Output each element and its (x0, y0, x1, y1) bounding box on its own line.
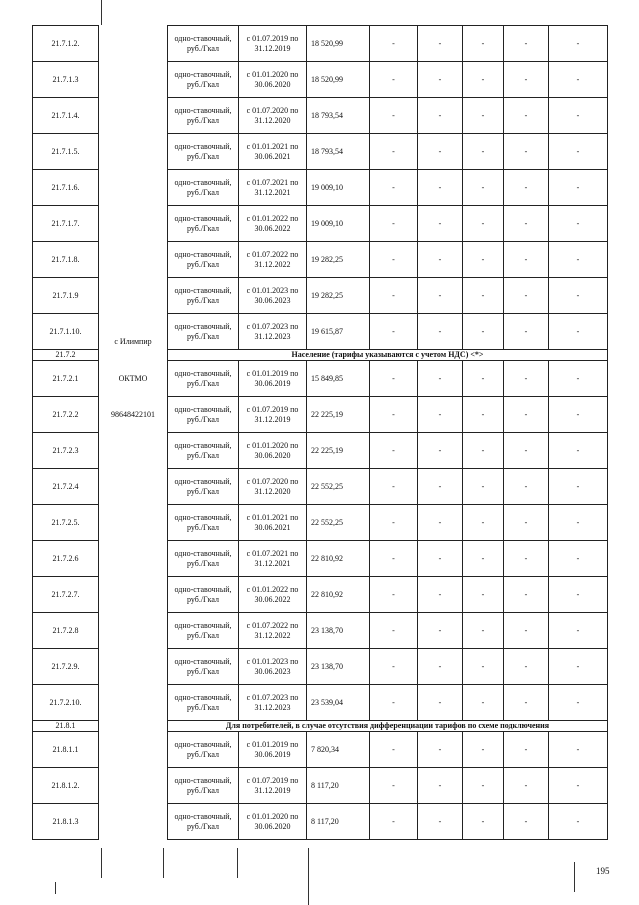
table-row (33, 685, 608, 721)
empty-value-cell: - (549, 242, 608, 278)
period-cell: с 01.07.2020 по 31.12.2020 (239, 469, 307, 505)
object-cell (99, 469, 168, 505)
table-row (33, 768, 608, 804)
empty-value-cell: - (463, 361, 504, 397)
empty-value-cell: - (504, 206, 549, 242)
period-cell: с 01.07.2022 по 31.12.2022 (239, 613, 307, 649)
row-number: 21.7.1.10. (33, 314, 99, 350)
empty-value-cell: - (463, 685, 504, 721)
table-row (33, 62, 608, 98)
tariff-value-cell: 18 520,99 (307, 26, 370, 62)
empty-value-cell: - (370, 170, 418, 206)
empty-value-cell: - (549, 206, 608, 242)
row-number: 21.8.1.3 (33, 804, 99, 840)
empty-value-cell: - (504, 732, 549, 768)
empty-value-cell: - (549, 804, 608, 840)
row-number: 21.7.2.7. (33, 577, 99, 613)
scan-mark (237, 848, 238, 878)
empty-value-cell: - (549, 397, 608, 433)
empty-value-cell: - (418, 433, 463, 469)
table-row (33, 206, 608, 242)
empty-value-cell: - (504, 577, 549, 613)
empty-value-cell: - (504, 804, 549, 840)
scan-mark (101, 848, 102, 878)
empty-value-cell: - (370, 577, 418, 613)
section-row (33, 721, 608, 732)
period-cell: с 01.01.2021 по 30.06.2021 (239, 505, 307, 541)
period-cell: с 01.07.2019 по 31.12.2019 (239, 26, 307, 62)
object-cell (99, 541, 168, 577)
empty-value-cell: - (418, 278, 463, 314)
rate-type-cell: одно-ставочный, руб./Гкал (168, 685, 239, 721)
rate-type-cell: одно-ставочный, руб./Гкал (168, 361, 239, 397)
empty-value-cell: - (418, 98, 463, 134)
empty-value-cell: - (549, 732, 608, 768)
table-row (33, 361, 608, 397)
table-row (33, 433, 608, 469)
rate-type-cell: одно-ставочный, руб./Гкал (168, 278, 239, 314)
scan-mark (308, 848, 309, 905)
empty-value-cell: - (504, 505, 549, 541)
empty-value-cell: - (370, 26, 418, 62)
scan-mark (55, 882, 56, 894)
table-row (33, 577, 608, 613)
empty-value-cell: - (549, 613, 608, 649)
empty-value-cell: - (370, 541, 418, 577)
row-number: 21.7.1.2. (33, 26, 99, 62)
empty-value-cell: - (370, 397, 418, 433)
empty-value-cell: - (504, 361, 549, 397)
empty-value-cell: - (463, 134, 504, 170)
empty-value-cell: - (504, 62, 549, 98)
empty-value-cell: - (504, 649, 549, 685)
empty-value-cell: - (418, 134, 463, 170)
section-number: 21.7.2 (33, 350, 99, 361)
empty-value-cell: - (370, 62, 418, 98)
empty-value-cell: - (370, 242, 418, 278)
object-cell (99, 505, 168, 541)
tariff-value-cell: 22 810,92 (307, 577, 370, 613)
object-cell (99, 721, 168, 732)
rate-type-cell: одно-ставочный, руб./Гкал (168, 804, 239, 840)
empty-value-cell: - (370, 768, 418, 804)
tariff-value-cell: 18 793,54 (307, 98, 370, 134)
period-cell: с 01.07.2023 по 31.12.2023 (239, 314, 307, 350)
empty-value-cell: - (370, 804, 418, 840)
empty-value-cell: - (418, 505, 463, 541)
empty-value-cell: - (549, 685, 608, 721)
section-title: Для потребителей, в случае отсутствия дифференциации тарифов по схеме подключения (168, 721, 608, 732)
row-number: 21.7.2.10. (33, 685, 99, 721)
object-cell (99, 170, 168, 206)
empty-value-cell: - (504, 397, 549, 433)
empty-value-cell: - (463, 314, 504, 350)
page-number: 195 (596, 866, 610, 876)
period-cell: с 01.07.2019 по 31.12.2019 (239, 397, 307, 433)
empty-value-cell: - (504, 314, 549, 350)
period-cell: с 01.01.2022 по 30.06.2022 (239, 206, 307, 242)
scan-mark (101, 0, 102, 25)
rate-type-cell: одно-ставочный, руб./Гкал (168, 98, 239, 134)
table-row (33, 469, 608, 505)
empty-value-cell: - (504, 26, 549, 62)
rate-type-cell: одно-ставочный, руб./Гкал (168, 26, 239, 62)
period-cell: с 01.01.2023 по 30.06.2023 (239, 649, 307, 685)
empty-value-cell: - (370, 278, 418, 314)
oktmo-code: 98648422101 (111, 409, 155, 419)
empty-value-cell: - (370, 206, 418, 242)
empty-value-cell: - (418, 397, 463, 433)
empty-value-cell: - (370, 134, 418, 170)
rate-type-cell: одно-ставочный, руб./Гкал (168, 62, 239, 98)
empty-value-cell: - (504, 433, 549, 469)
empty-value-cell: - (370, 649, 418, 685)
empty-value-cell: - (418, 804, 463, 840)
rate-type-cell: одно-ставочный, руб./Гкал (168, 732, 239, 768)
oktmo-label: ОКТМО (118, 373, 148, 383)
empty-value-cell: - (370, 732, 418, 768)
object-cell (99, 98, 168, 134)
row-number: 21.7.2.1 (33, 361, 99, 397)
tariff-value-cell: 19 009,10 (307, 206, 370, 242)
empty-value-cell: - (418, 314, 463, 350)
tariff-value-cell: 8 117,20 (307, 768, 370, 804)
empty-value-cell: - (504, 278, 549, 314)
tariff-value-cell: 22 225,19 (307, 397, 370, 433)
tariff-value-cell: 19 615,87 (307, 314, 370, 350)
tariff-value-cell: 7 820,34 (307, 732, 370, 768)
row-number: 21.7.1.8. (33, 242, 99, 278)
object-cell (99, 62, 168, 98)
tariff-value-cell: 22 810,92 (307, 541, 370, 577)
empty-value-cell: - (418, 469, 463, 505)
object-cell (99, 26, 168, 62)
empty-value-cell: - (549, 314, 608, 350)
period-cell: с 01.07.2019 по 31.12.2019 (239, 768, 307, 804)
rate-type-cell: одно-ставочный, руб./Гкал (168, 505, 239, 541)
empty-value-cell: - (463, 62, 504, 98)
empty-value-cell: - (463, 469, 504, 505)
row-number: 21.7.1.7. (33, 206, 99, 242)
table-row (33, 804, 608, 840)
scan-mark (574, 862, 575, 892)
empty-value-cell: - (370, 98, 418, 134)
tariff-value-cell: 22 552,25 (307, 469, 370, 505)
table-row (33, 134, 608, 170)
table-row (33, 26, 608, 62)
object-cell (99, 804, 168, 840)
period-cell: с 01.01.2020 по 30.06.2020 (239, 804, 307, 840)
empty-value-cell: - (504, 98, 549, 134)
empty-value-cell: - (549, 26, 608, 62)
empty-value-cell: - (463, 98, 504, 134)
object-cell (99, 337, 168, 361)
empty-value-cell: - (370, 361, 418, 397)
object-cell (99, 613, 168, 649)
table-row (33, 505, 608, 541)
empty-value-cell: - (549, 98, 608, 134)
object-cell (99, 685, 168, 721)
period-cell: с 01.01.2019 по 30.06.2019 (239, 361, 307, 397)
empty-value-cell: - (370, 433, 418, 469)
rate-type-cell: одно-ставочный, руб./Гкал (168, 649, 239, 685)
tariff-value-cell: 23 138,70 (307, 649, 370, 685)
empty-value-cell: - (504, 613, 549, 649)
object-cell (99, 361, 168, 397)
empty-value-cell: - (463, 26, 504, 62)
row-number: 21.7.1.4. (33, 98, 99, 134)
table-row (33, 98, 608, 134)
table-row (33, 732, 608, 768)
tariff-value-cell: 23 539,04 (307, 685, 370, 721)
row-number: 21.8.1.1 (33, 732, 99, 768)
row-number: 21.7.1.3 (33, 62, 99, 98)
row-number: 21.7.1.9 (33, 278, 99, 314)
table-row (33, 170, 608, 206)
empty-value-cell: - (549, 541, 608, 577)
empty-value-cell: - (549, 62, 608, 98)
empty-value-cell: - (418, 577, 463, 613)
row-number: 21.7.1.5. (33, 134, 99, 170)
object-cell (99, 242, 168, 278)
rate-type-cell: одно-ставочный, руб./Гкал (168, 242, 239, 278)
empty-value-cell: - (370, 469, 418, 505)
row-number: 21.7.2.4 (33, 469, 99, 505)
rate-type-cell: одно-ставочный, руб./Гкал (168, 170, 239, 206)
rate-type-cell: одно-ставочный, руб./Гкал (168, 397, 239, 433)
empty-value-cell: - (418, 26, 463, 62)
empty-value-cell: - (370, 505, 418, 541)
row-number: 21.7.2.8 (33, 613, 99, 649)
empty-value-cell: - (418, 649, 463, 685)
tariff-value-cell: 18 793,54 (307, 134, 370, 170)
row-number: 21.7.2.9. (33, 649, 99, 685)
empty-value-cell: - (463, 433, 504, 469)
tariff-value-cell: 22 225,19 (307, 433, 370, 469)
object-cell (99, 206, 168, 242)
empty-value-cell: - (504, 685, 549, 721)
row-number: 21.7.2.3 (33, 433, 99, 469)
rate-type-cell: одно-ставочный, руб./Гкал (168, 433, 239, 469)
object-cell (99, 278, 168, 314)
section-row (33, 350, 608, 361)
row-number: 21.7.2.5. (33, 505, 99, 541)
empty-value-cell: - (418, 685, 463, 721)
tariff-value-cell: 22 552,25 (307, 505, 370, 541)
empty-value-cell: - (504, 768, 549, 804)
rate-type-cell: одно-ставочный, руб./Гкал (168, 541, 239, 577)
empty-value-cell: - (418, 242, 463, 278)
empty-value-cell: - (504, 242, 549, 278)
empty-value-cell: - (463, 613, 504, 649)
tariff-value-cell: 23 138,70 (307, 613, 370, 649)
empty-value-cell: - (463, 170, 504, 206)
period-cell: с 01.07.2021 по 31.12.2021 (239, 170, 307, 206)
empty-value-cell: - (418, 62, 463, 98)
period-cell: с 01.01.2020 по 30.06.2020 (239, 433, 307, 469)
section-number: 21.8.1 (33, 721, 99, 732)
tariff-value-cell: 8 117,20 (307, 804, 370, 840)
empty-value-cell: - (463, 732, 504, 768)
period-cell: с 01.01.2022 по 30.06.2022 (239, 577, 307, 613)
empty-value-cell: - (418, 361, 463, 397)
settlement-name: с Илимпир (114, 337, 152, 346)
empty-value-cell: - (549, 433, 608, 469)
empty-value-cell: - (463, 541, 504, 577)
rate-type-cell: одно-ставочный, руб./Гкал (168, 206, 239, 242)
tariff-value-cell: 19 009,10 (307, 170, 370, 206)
period-cell: с 01.01.2021 по 30.06.2021 (239, 134, 307, 170)
tariff-value-cell: 19 282,25 (307, 278, 370, 314)
empty-value-cell: - (549, 649, 608, 685)
empty-value-cell: - (370, 314, 418, 350)
period-cell: с 01.07.2021 по 31.12.2021 (239, 541, 307, 577)
empty-value-cell: - (463, 649, 504, 685)
table-row (33, 541, 608, 577)
table-row (33, 397, 608, 433)
period-cell: с 01.07.2020 по 31.12.2020 (239, 98, 307, 134)
section-title: Население (тарифы указываются с учетом НДС) <*> (168, 350, 608, 361)
table-row (33, 649, 608, 685)
row-number: 21.7.1.6. (33, 170, 99, 206)
object-cell (99, 134, 168, 170)
rate-type-cell: одно-ставочный, руб./Гкал (168, 469, 239, 505)
empty-value-cell: - (418, 768, 463, 804)
empty-value-cell: - (418, 613, 463, 649)
rate-type-cell: одно-ставочный, руб./Гкал (168, 613, 239, 649)
empty-value-cell: - (549, 469, 608, 505)
empty-value-cell: - (549, 278, 608, 314)
object-cell (99, 397, 168, 433)
row-number: 21.7.2.2 (33, 397, 99, 433)
scan-mark (163, 848, 164, 878)
object-cell (99, 649, 168, 685)
object-cell (99, 577, 168, 613)
empty-value-cell: - (463, 242, 504, 278)
empty-value-cell: - (463, 278, 504, 314)
rate-type-cell: одно-ставочный, руб./Гкал (168, 768, 239, 804)
empty-value-cell: - (504, 541, 549, 577)
period-cell: с 01.01.2023 по 30.06.2023 (239, 278, 307, 314)
period-cell: с 01.01.2020 по 30.06.2020 (239, 62, 307, 98)
empty-value-cell: - (549, 577, 608, 613)
empty-value-cell: - (463, 768, 504, 804)
empty-value-cell: - (549, 170, 608, 206)
empty-value-cell: - (504, 170, 549, 206)
empty-value-cell: - (463, 397, 504, 433)
empty-value-cell: - (463, 577, 504, 613)
empty-value-cell: - (418, 541, 463, 577)
rate-type-cell: одно-ставочный, руб./Гкал (168, 314, 239, 350)
object-cell (99, 433, 168, 469)
tariff-value-cell: 18 520,99 (307, 62, 370, 98)
empty-value-cell: - (418, 170, 463, 206)
empty-value-cell: - (549, 134, 608, 170)
empty-value-cell: - (504, 134, 549, 170)
empty-value-cell: - (370, 613, 418, 649)
table-row (33, 278, 608, 314)
row-number: 21.8.1.2. (33, 768, 99, 804)
empty-value-cell: - (370, 685, 418, 721)
period-cell: с 01.07.2023 по 31.12.2023 (239, 685, 307, 721)
rate-type-cell: одно-ставочный, руб./Гкал (168, 134, 239, 170)
tariff-table (32, 25, 608, 840)
empty-value-cell: - (418, 206, 463, 242)
period-cell: с 01.01.2019 по 30.06.2019 (239, 732, 307, 768)
empty-value-cell: - (463, 505, 504, 541)
rate-type-cell: одно-ставочный, руб./Гкал (168, 577, 239, 613)
tariff-value-cell: 15 849,85 (307, 361, 370, 397)
table-row (33, 242, 608, 278)
period-cell: с 01.07.2022 по 31.12.2022 (239, 242, 307, 278)
object-cell (99, 768, 168, 804)
empty-value-cell: - (463, 804, 504, 840)
empty-value-cell: - (549, 505, 608, 541)
table-row (33, 613, 608, 649)
object-cell (99, 732, 168, 768)
empty-value-cell: - (504, 469, 549, 505)
empty-value-cell: - (549, 361, 608, 397)
empty-value-cell: - (418, 732, 463, 768)
empty-value-cell: - (549, 768, 608, 804)
row-number: 21.7.2.6 (33, 541, 99, 577)
empty-value-cell: - (463, 206, 504, 242)
tariff-value-cell: 19 282,25 (307, 242, 370, 278)
